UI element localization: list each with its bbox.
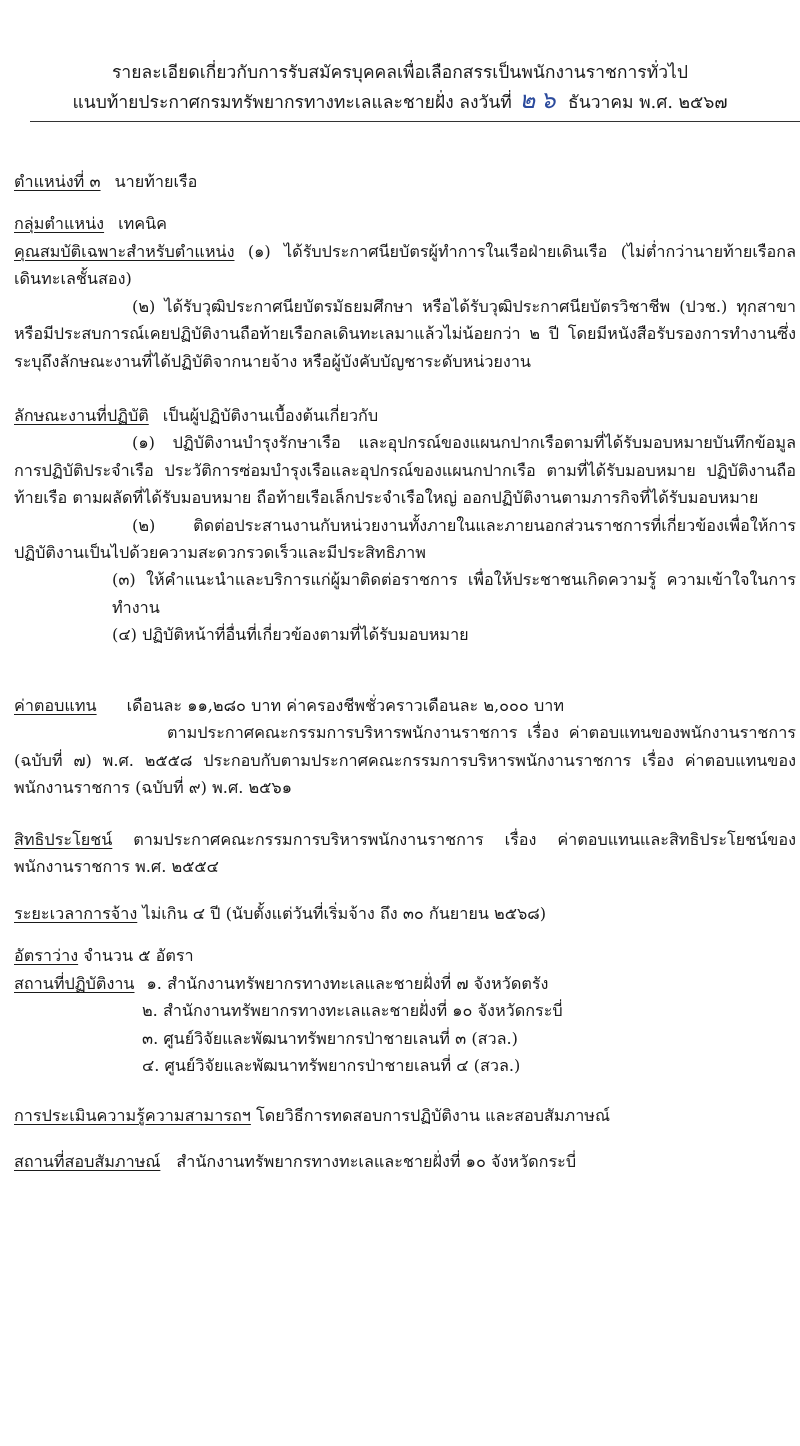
duties-label: ลักษณะงานที่ปฏิบัติ: [14, 406, 149, 425]
handwritten-day: ๒๖: [519, 86, 561, 114]
duties-section: [14, 402, 796, 649]
duty-item-2: (๒) ติดต่อประสานงานกับหน่วยงานทั้งภายในและภายนอกส่วนราชการที่เกี่ยวข้องเพื่อให้การปฏิบัติงานเป็นไปด้วยความสะดวกรวดเร็วและมีประสิทธิภาพ: [14, 515, 796, 563]
duty-item-4: (๔) ปฏิบัติหน้าที่อื่นที่เกี่ยวข้องตามที่ได้รับมอบหมาย: [112, 625, 469, 645]
workplaces-label: สถานที่ปฏิบัติงาน: [14, 974, 135, 993]
workplaces-section: [14, 970, 796, 1080]
group-label: กลุ่มตำแหน่ง: [14, 214, 105, 233]
compensation-line-1: ค่าตอบแทน เดือนละ ๑๑,๒๘๐ บาท ค่าครองชีพชั่วคราวเดือนละ ๒,๐๐๐ บาท: [14, 696, 564, 715]
term-text: ไม่เกิน ๔ ปี (นับตั้งแต่วันที่เริ่มจ้าง ถึง ๓๐ กันยายน ๒๕๖๘): [142, 904, 547, 923]
qualifications-label: คุณสมบัติเฉพาะสำหรับตำแหน่ง: [14, 242, 235, 261]
header-title: รายละเอียดเกี่ยวกับการรับสมัครบุคคลเพื่อเลือกสรรเป็นพนักงานราชการทั่วไป: [112, 63, 688, 83]
compensation-section: [14, 692, 796, 802]
workplace-item: ๓. ศูนย์วิจัยและพัฒนาทรัพยากรป่าชายเลนที่ ๓ (สวล.): [142, 1028, 518, 1048]
header-divider: [30, 121, 800, 122]
qualifications-section: [14, 238, 796, 375]
term-section: [14, 900, 796, 927]
position-section: [14, 168, 796, 195]
group-value: เทคนิค: [118, 214, 168, 233]
assessment-section: [14, 1102, 796, 1129]
document-header: [0, 60, 800, 117]
group-section: [14, 210, 796, 237]
interview-place-section: [14, 1148, 796, 1175]
interview-place-text: สำนักงานทรัพยากรทางทะเลและชายฝั่งที่ ๑๐ จังหวัดกระบี่: [176, 1152, 577, 1171]
benefits-label: สิทธิประโยชน์: [14, 830, 113, 849]
interview-place-label: สถานที่สอบสัมภาษณ์: [14, 1152, 161, 1171]
compensation-line-2: ตามประกาศคณะกรรมการบริหารพนักงานราชการ เรื่อง ค่าตอบแทนของพนักงานราชการ (ฉบับที่ ๗) พ.ศ. ๒๕๕๘ ประกอบกับตามประกาศคณะกรรมการบริหารพนักงานราชการ เรื่อง ค่าตอบแทนของพนักงานราชการ (ฉบับที่ ๙) พ.ศ. ๒๕๖๑: [14, 723, 796, 798]
header-subtitle-pre: แนบท้ายประกาศกรมทรัพยากรทางทะเลและชายฝั่ง ลงวันที่: [72, 93, 512, 113]
qualification-item-1: คุณสมบัติเฉพาะสำหรับตำแหน่ง (๑) ได้รับประกาศนียบัตรผู้ทำการในเรือฝ่ายเดินเรือ (ไม่ต่ำกว่านายท้ายเรือกลเดินทะเลชั้นสอง): [14, 242, 796, 289]
assessment-label: การประเมินความรู้ความสามารถฯ: [14, 1106, 251, 1125]
position-label: ตำแหน่งที่ ๓: [14, 172, 101, 191]
compensation-label: ค่าตอบแทน: [14, 696, 97, 715]
term-label: ระยะเวลาการจ้าง: [14, 904, 138, 923]
duty-item-3: (๓) ให้คำแนะนำและบริการแก่ผู้มาติดต่อราชการ เพื่อให้ประชาชนเกิดความรู้ ความเข้าใจในการทำงาน: [112, 570, 796, 617]
qualification-item-2: (๒) ได้รับวุฒิประกาศนียบัตรมัธยมศึกษา หรือได้รับวุฒิประกาศนียบัตรวิชาชีพ (ปวช.) ทุกสาขา หรือมีประสบการณ์เคยปฏิบัติงานถือท้ายเรือกลเดินทะเลมาแล้วไม่น้อยกว่า ๒ ปี โดยมีหนังสือรับรองการทำงานซึ่งระบุถึงลักษณะงานที่ได้ปฏิบัติจากนายจ้าง หรือผู้บังคับบัญชาระดับหน่วยงาน: [14, 296, 796, 371]
vacancies-label: อัตราว่าง: [14, 946, 79, 965]
duties-intro-line: [14, 402, 796, 429]
header-subtitle: [0, 87, 800, 117]
benefits-section: [14, 826, 796, 881]
workplace-item: ๒. สำนักงานทรัพยากรทางทะเลและชายฝั่งที่ ๑๐ จังหวัดกระบี่: [142, 1001, 563, 1021]
duties-intro: เป็นผู้ปฏิบัติงานเบื้องต้นเกี่ยวกับ: [162, 406, 379, 425]
workplace-item: สถานที่ปฏิบัติงาน ๑. สำนักงานทรัพยากรทางทะเลและชายฝั่งที่ ๗ จังหวัดตรัง: [14, 974, 549, 993]
assessment-text: โดยวิธีการทดสอบการปฏิบัติงาน และสอบสัมภาษณ์: [256, 1106, 610, 1125]
header-subtitle-post: ธันวาคม พ.ศ. ๒๕๖๗: [568, 93, 728, 113]
vacancies-section: [14, 942, 796, 969]
workplace-item: ๔. ศูนย์วิจัยและพัฒนาทรัพยากรป่าชายเลนที่ ๔ (สวล.): [142, 1056, 521, 1076]
duty-item-1: (๑) ปฏิบัติงานบำรุงรักษาเรือ และอุปกรณ์ของแผนกปากเรือตามที่ได้รับมอบหมายบันทึกข้อมูลการปฏิบัติประจำเรือ ประวัติการซ่อมบำรุงเรือและอุปกรณ์ของแผนกปากเรือ ตามที่ได้รับมอบหมาย ปฏิบัติงานถือท้ายเรือ ตามผลัดที่ได้รับมอบหมาย ถือท้ายเรือเล็กประจำเรือใหญ่ ออกปฏิบัติงานตามภารกิจที่ได้รับมอบหมาย: [14, 433, 796, 508]
benefits-text: ตามประกาศคณะกรรมการบริหารพนักงานราชการ เรื่อง ค่าตอบแทนและสิทธิประโยชน์ของพนักงานราชการ พ.ศ. ๒๕๕๔: [14, 830, 796, 877]
position-value: นายท้ายเรือ: [114, 172, 198, 191]
vacancies-text: จำนวน ๕ อัตรา: [83, 946, 194, 965]
